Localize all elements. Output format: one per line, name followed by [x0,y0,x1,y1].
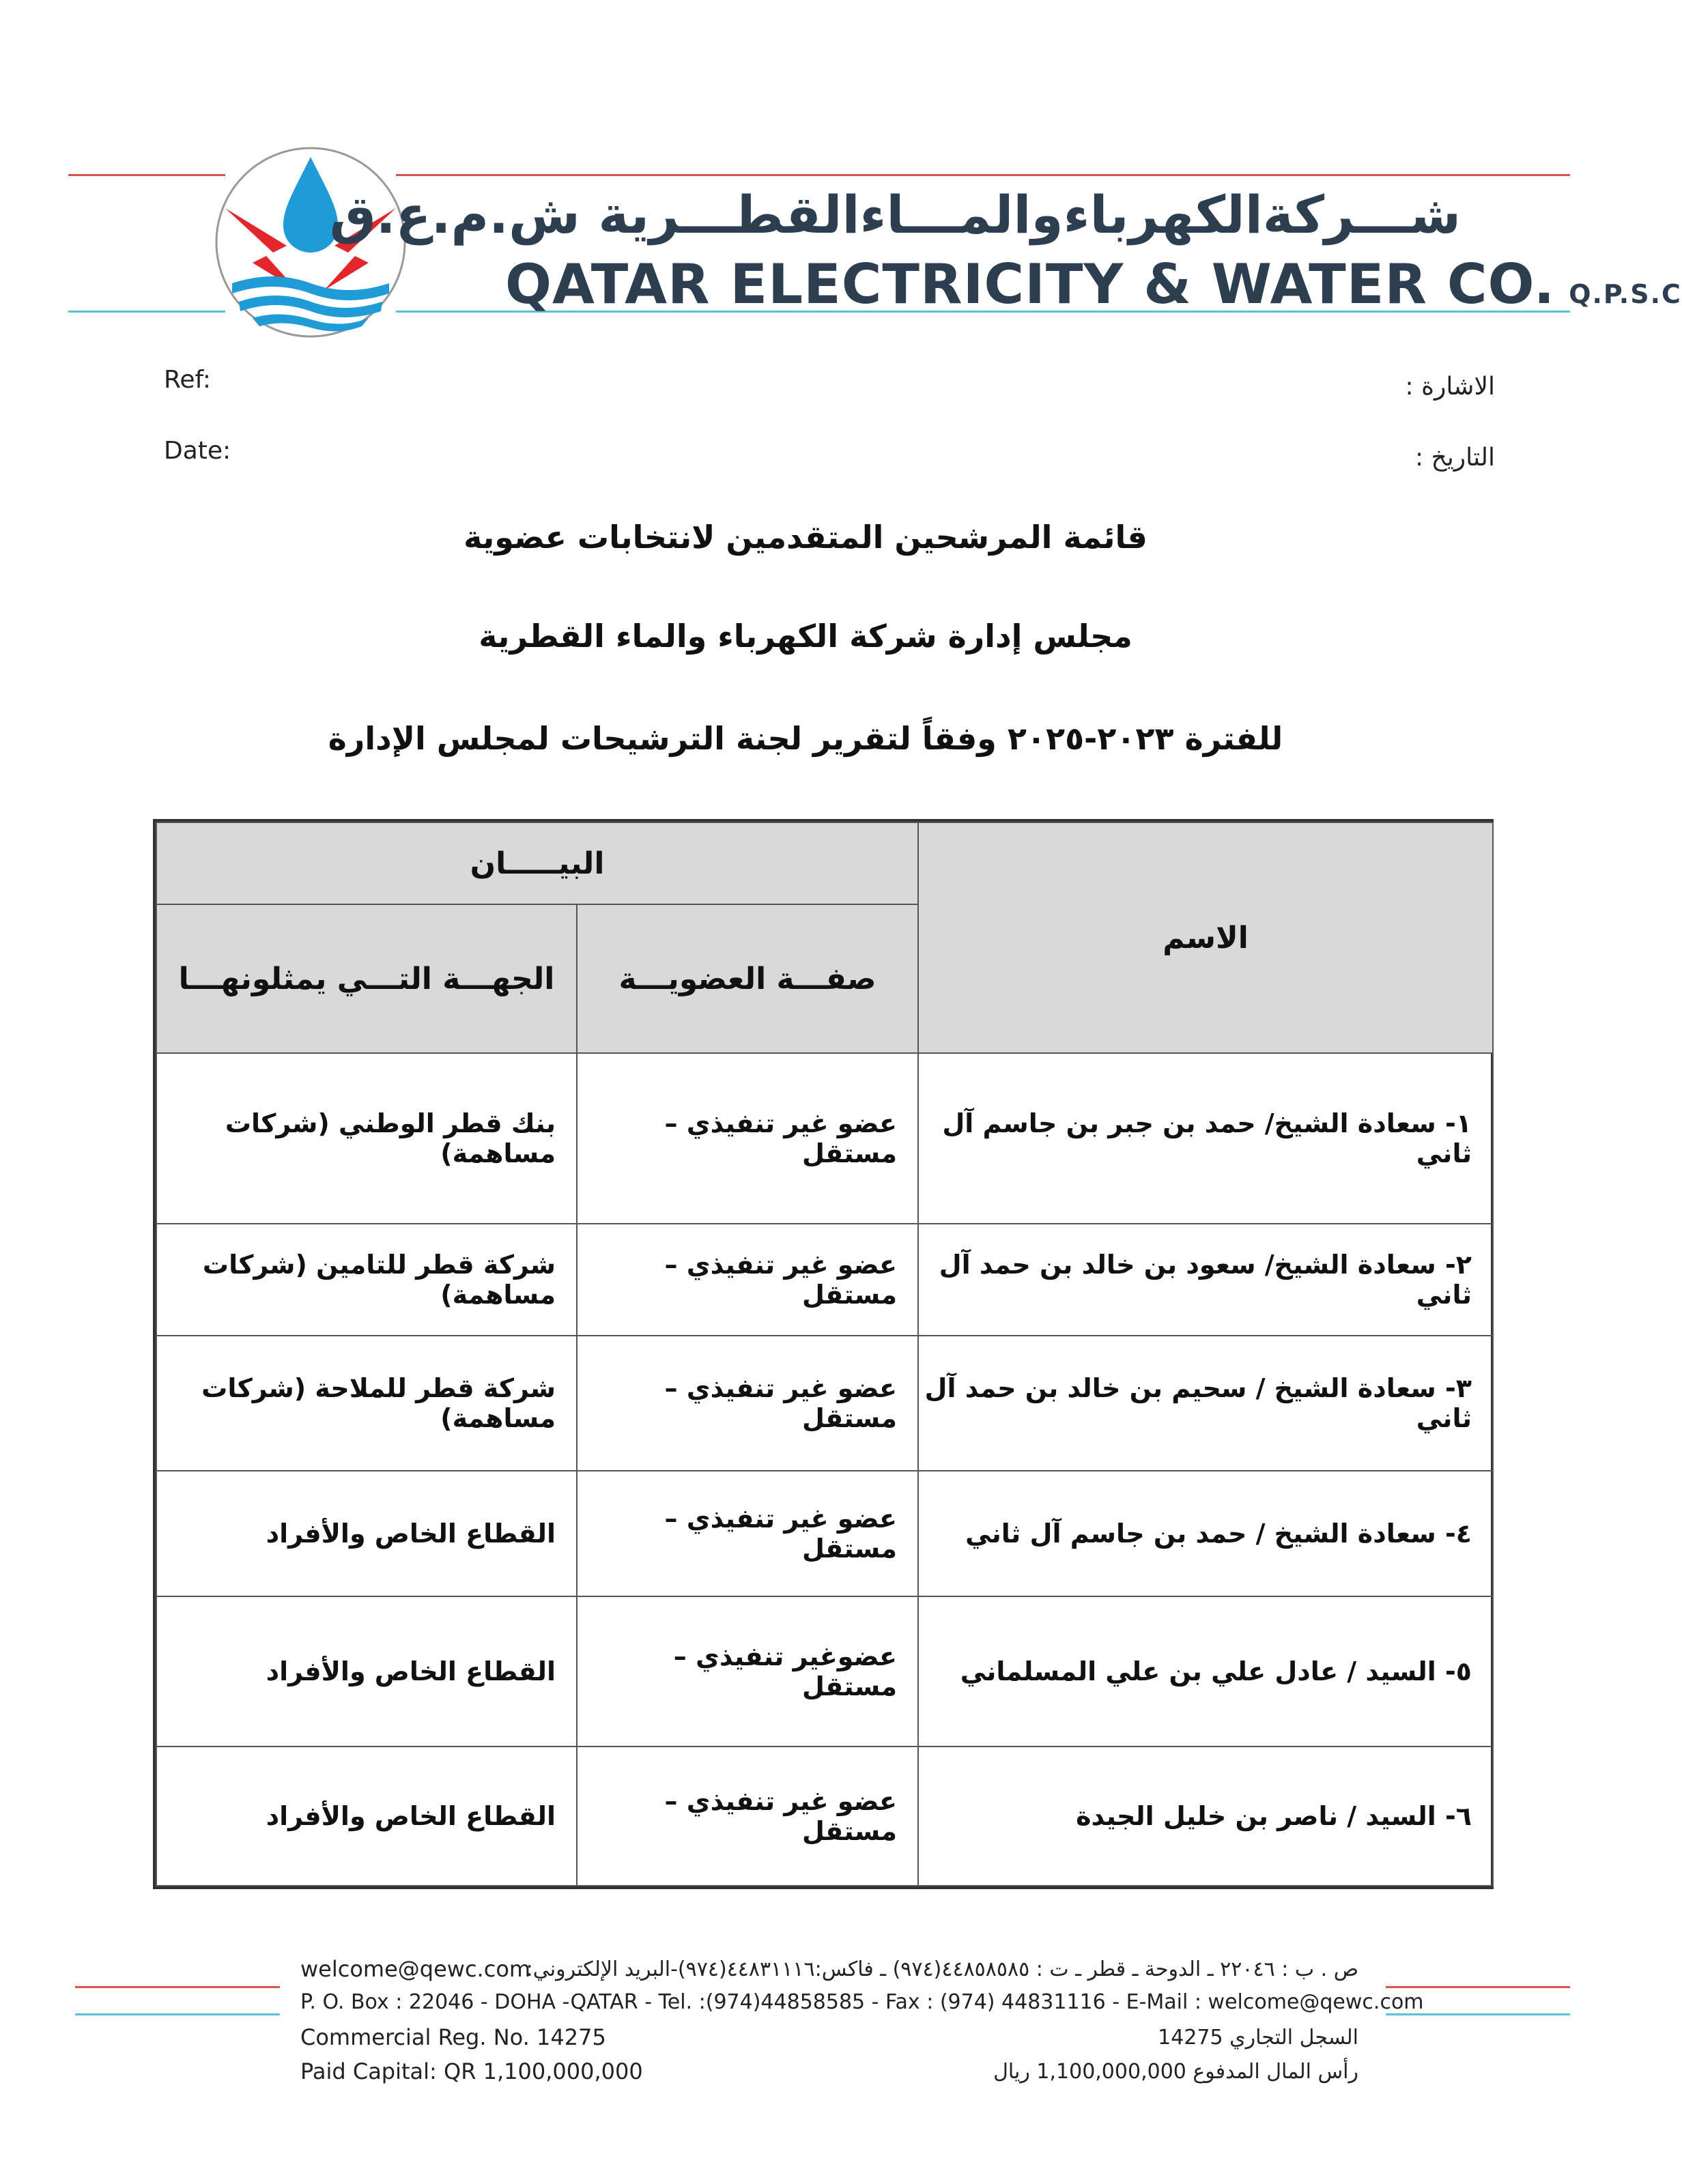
company-suffix: Q.P.S.C [1569,279,1682,309]
row-2-entity: شركة قطر للتامين (شركات مساهمة) [156,1223,578,1336]
header-membership: صفـــة العضويـــة [576,904,919,1054]
row-6-membership: عضو غير تنفيذي – مستقل [576,1746,919,1886]
footer-address-ar: ص . ب : ٢٢٠٤٦ ـ الدوحة ـ قطر ـ ت : ٤٤٨٥٨٥٨٥(٩٧٤) ـ فاكس:٤٤٨٣١١١٦(٩٧٤)-البريد الإلكتروني: [526,1957,1358,1981]
candidates-table [153,819,1494,1889]
row-5-name: ٥- السيد / عادل علي بن علي المسلماني [917,1596,1494,1747]
header-red-line-left [68,174,225,176]
footer-commercial-reg-ar: السجل التجاري 14275 [1158,2026,1358,2050]
row-4-membership: عضو غير تنفيذي – مستقل [576,1470,919,1597]
footer-paid-capital-en: Paid Capital: QR 1,100,000,000 [300,2058,643,2084]
date-label-ar: التاريخ : [1414,444,1495,472]
row-1-entity: بنك قطر الوطني (شركات مساهمة) [156,1052,578,1224]
ref-label-en: Ref: [164,366,212,394]
ref-label-ar: الاشارة : [1405,373,1495,401]
company-name-english [505,253,1682,316]
date-label-en: Date: [164,437,231,465]
company-name-arabic: شـــركةالكهرباءوالمـــاءالقطـــرية ش.م.ع.ق [329,184,1461,245]
title-line-3: للفترة ٢٠٢٣-٢٠٢٥ وفقاً لتقرير لجنة الترشيحات لمجلس الإدارة [328,720,1283,757]
header-group: البيـــــان [156,822,919,905]
row-1-membership: عضو غير تنفيذي –مستقل [576,1052,919,1224]
company-name-english-text: QATAR ELECTRICITY & WATER CO. [505,253,1556,316]
footer-address-en: P. O. Box : 22046 - DOHA -QATAR - Tel. :(974)44858585 - Fax : (974) 44831116 - E-Mail : welcome@qewc.com [300,1990,1424,2014]
row-4-entity: القطاع الخاص والأفراد [156,1470,578,1597]
row-3-entity: شركة قطر للملاحة (شركات مساهمة) [156,1335,578,1471]
footer-email: welcome@qewc.com [300,1956,531,1982]
row-2-membership: عضو غير تنفيذي – مستقل [576,1223,919,1336]
header-entity: الجهـــة التـــي يمثلونهـــا [156,904,578,1054]
title-line-1: قائمة المرشحين المتقدمين لانتخابات عضوية [464,519,1148,556]
row-6-entity: القطاع الخاص والأفراد [156,1746,578,1886]
footer-commercial-reg-en: Commercial Reg. No. 14275 [300,2024,606,2050]
footer-paid-capital-ar: رأس المال المدفوع 1,100,000,000 ريال [993,2060,1358,2084]
row-4-name: ٤- سعادة الشيخ / حمد بن جاسم آل ثاني [917,1470,1494,1597]
row-3-name: ٣- سعادة الشيخ / سحيم بن خالد بن حمد آل ثاني [917,1335,1494,1471]
row-2-name: ٢- سعادة الشيخ/ سعود بن خالد بن حمد آل ثاني [917,1223,1494,1336]
header-red-line-right [396,174,1570,176]
footer-red-line-left [75,1986,280,1988]
row-3-membership: عضو غير تنفيذي – مستقل [576,1335,919,1471]
title-line-2: مجلس إدارة شركة الكهرباء والماء القطرية [479,618,1132,655]
header-name: الاسم [917,822,1494,1054]
header-blue-line-left [68,311,225,313]
footer-red-line-right [1386,1986,1570,1988]
footer-blue-line-left [75,2013,280,2015]
row-6-name: ٦- السيد / ناصر بن خليل الجيدة [917,1746,1494,1886]
row-5-membership: عضوغير تنفيذي – مستقل [576,1596,919,1747]
row-1-name: ١- سعادة الشيخ/ حمد بن جبر بن جاسم آل ثاني [917,1052,1494,1224]
row-5-entity: القطاع الخاص والأفراد [156,1596,578,1747]
